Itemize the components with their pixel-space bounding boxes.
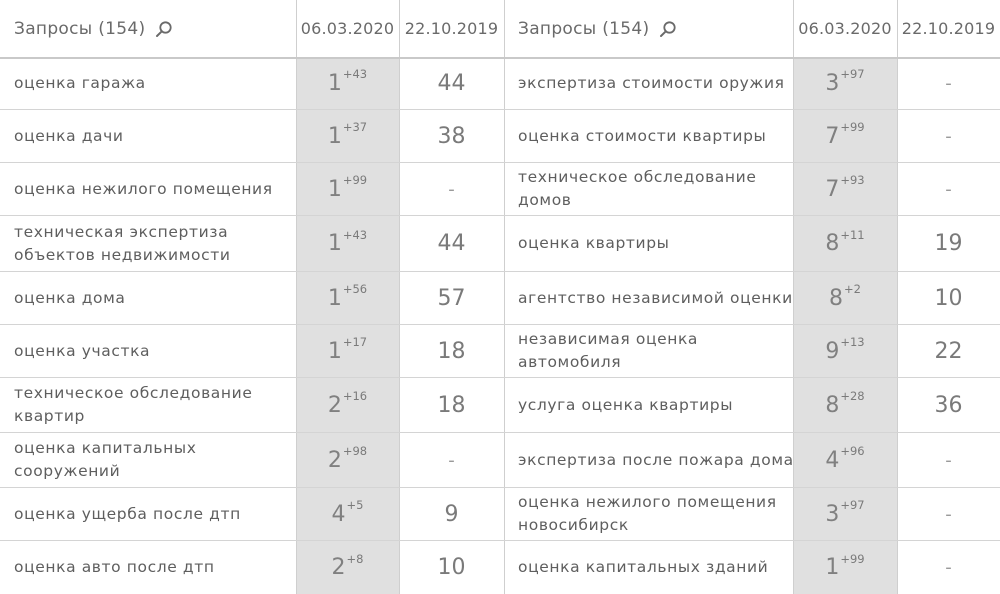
table-row [504,325,1000,378]
table-row [0,110,504,163]
previous-position: - [448,178,455,200]
query-text: оценка квартиры [518,234,670,252]
current-position: 4 $^{+5}$ [331,498,364,527]
query-text: агентство независимой оценки [518,288,793,307]
query-text: независимая оценка автомобиля [518,330,699,371]
previous-position: - [945,125,952,147]
position-change: +2 [844,282,861,296]
query-text: оценка ущерба после дтп [14,504,241,523]
current-position: 8 $^{+11}$ [825,227,865,256]
previous-position: 22 [934,338,963,364]
previous-date-header[interactable]: 22.10.2019 [404,19,499,38]
previous-position: - [945,503,952,525]
position-change: +99 [840,551,865,566]
current-position: 8 $^{+2}$ [829,282,861,311]
position-change: +43 [342,227,368,242]
table-row [504,541,1000,594]
query-text: экспертиза стоимости оружия [518,73,785,92]
query-text: услуга оценка квартиры [518,395,734,414]
position-change: +16 [342,389,368,403]
position-change: +43 [342,67,368,81]
current-position: 3 $^{+97}$ [825,67,865,96]
current-position: 1 $^{+56}$ [327,282,368,311]
previous-position: 18 [437,392,466,418]
previous-position: 19 [934,231,963,256]
table-row [0,272,504,325]
position-change: +5 [346,498,364,512]
query-text: оценка гаража [14,73,146,92]
query-text: экспертиза после пожара дома [518,450,794,469]
position-change: +56 [342,282,368,296]
previous-position: - [945,178,952,200]
previous-position: 9 [444,501,459,527]
position-change: +37 [342,120,368,134]
table-row [504,272,1000,325]
current-position: 7 $^{+99}$ [825,120,865,149]
query-column-label: Запросы (154) [518,18,650,39]
query-text: техническое обследование квартир [14,384,253,425]
query-text: оценка участка [14,341,151,360]
previous-position: 57 [437,285,466,311]
position-change: +28 [840,389,865,403]
position-change: +8 [346,551,364,566]
position-change: +11 [840,227,865,242]
table-row [0,325,504,378]
table-header [504,0,1000,59]
table-header [0,0,504,59]
current-position: 7 $^{+93}$ [825,173,865,202]
table-row [0,488,504,541]
query-text: оценка дома [14,288,126,307]
previous-position: 38 [437,123,466,149]
previous-position: - [448,449,455,471]
current-position: 1 $^{+17}$ [327,335,368,364]
current-position: 8 $^{+28}$ [825,389,865,418]
current-date-header[interactable]: 06.03.2020 [300,19,395,38]
position-change: +13 [840,335,865,349]
query-column-header[interactable] [518,0,677,57]
position-change: +93 [840,173,865,187]
previous-position: 10 [934,285,963,311]
table-row [504,216,1000,272]
current-position: 1 $^{+99}$ [825,551,865,580]
current-position: 1 $^{+43}$ [327,67,368,96]
previous-position: 36 [934,392,963,418]
table-row [0,433,504,488]
query-text: оценка нежилого помещения новосибирск [518,493,777,534]
table-row [0,541,504,594]
previous-position: - [945,449,952,471]
query-text: оценка стоимости квартиры [518,126,767,145]
current-position: 1 $^{+99}$ [327,173,368,202]
current-position: 1 $^{+37}$ [327,120,368,149]
previous-position: - [945,557,952,578]
previous-position: 44 [437,70,466,96]
table-row [504,57,1000,110]
table-row [504,433,1000,488]
query-column-label: Запросы (154) [14,18,146,39]
current-position: 2 $^{+98}$ [327,444,368,473]
previous-date-header[interactable]: 22.10.2019 [901,19,996,38]
query-text: оценка нежилого помещения [14,179,273,198]
current-position: 3 $^{+97}$ [825,498,865,527]
previous-position: 44 [437,231,466,256]
current-position: 4 $^{+96}$ [825,444,865,473]
position-change: +97 [840,498,865,512]
position-change: +99 [342,173,368,187]
position-change: +17 [342,335,368,349]
query-text: оценка капитальных зданий [518,558,769,576]
table-row [0,378,504,433]
position-change: +96 [840,444,865,458]
position-change: +97 [840,67,865,81]
table-row [504,163,1000,216]
current-position: 2 $^{+8}$ [331,551,364,580]
table-row [504,488,1000,541]
previous-position: 18 [437,338,466,364]
current-date-header[interactable]: 06.03.2020 [798,19,892,38]
current-position: 2 $^{+16}$ [327,389,368,418]
search-icon[interactable] [155,20,173,38]
table-row [504,378,1000,433]
position-change: +99 [840,120,865,134]
table-row [0,57,504,110]
right-panel [504,0,1000,594]
search-icon[interactable] [659,20,677,38]
query-text: техническое обследование домов [518,168,757,209]
previous-position: 10 [437,555,466,580]
table-row [0,216,504,272]
current-position: 1 $^{+43}$ [327,227,368,256]
table-row [504,110,1000,163]
query-text: техническая экспертиза объектов недвижимости [14,222,231,264]
query-column-header[interactable] [14,0,173,57]
previous-position: - [945,72,952,94]
table-row [0,163,504,216]
query-text: оценка авто после дтп [14,558,215,576]
query-text: оценка дачи [14,126,124,145]
query-text: оценка капитальных сооружений [14,439,197,480]
position-change: +98 [342,444,368,458]
current-position: 9 $^{+13}$ [825,335,865,364]
